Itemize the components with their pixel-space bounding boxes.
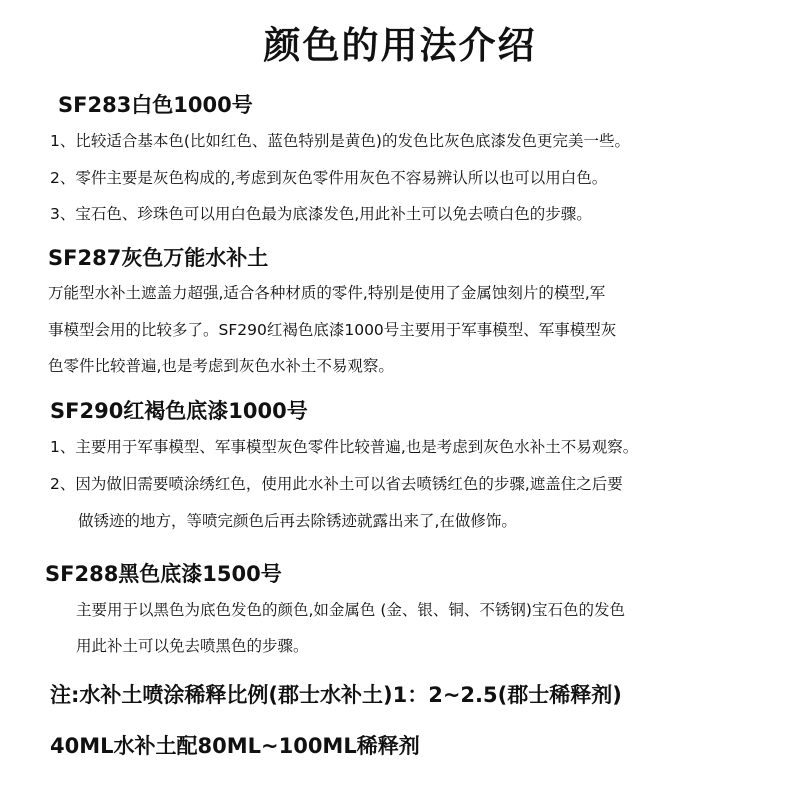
section-heading-sf287: SF287灰色万能水补土: [48, 246, 269, 270]
paragraph-line: 事模型会用的比较多了。SF290红褐色底漆1000号主要用于军事模型、军事模型灰: [48, 321, 617, 339]
list-item: 2、因为做旧需要喷涂绣红色，使用此水补土可以省去喷锈红色的步骤,遮盖住之后要: [50, 475, 623, 493]
list-item: 1、比较适合基本色(比如红色、蓝色特别是黄色)的发色比灰色底漆发色更完美一些。: [50, 132, 630, 150]
list-item: 1、主要用于军事模型、军事模型灰色零件比较普遍,也是考虑到灰色水补土不易观察。: [50, 438, 639, 456]
paragraph-line: 万能型水补土遮盖力超强,适合各种材质的零件,特别是使用了金属蚀刻片的模型,军: [48, 284, 606, 302]
dilution-ratio: 40ML水补土配80ML~100ML稀释剂: [50, 734, 420, 758]
page-title: 颜色的用法介绍: [263, 24, 537, 67]
section-heading-sf290: SF290红褐色底漆1000号: [50, 399, 308, 423]
list-item: 2、零件主要是灰色构成的,考虑到灰色零件用灰色不容易辨认所以也可以用白色。: [50, 169, 608, 187]
paragraph-line: 色零件比较普遍,也是考虑到灰色水补土不易观察。: [48, 357, 394, 375]
paragraph-line: 用此补土可以免去喷黑色的步骤。: [76, 637, 309, 655]
paragraph-line: 主要用于以黑色为底色发色的颜色,如金属色 (金、银、铜、不锈钢)宝石色的发色: [76, 601, 625, 619]
list-item-continuation: 做锈迹的地方，等喷完颜色后再去除锈迹就露出来了,在做修饰。: [78, 512, 517, 530]
list-item: 3、宝石色、珍珠色可以用白色最为底漆发色,用此补土可以免去喷白色的步骤。: [50, 205, 592, 223]
section-heading-sf283: SF283白色1000号: [58, 93, 253, 117]
section-heading-sf288: SF288黑色底漆1500号: [45, 562, 282, 586]
dilution-note: 注:水补土喷涂稀释比例(郡士水补土)1：2~2.5(郡士稀释剂): [50, 683, 622, 707]
